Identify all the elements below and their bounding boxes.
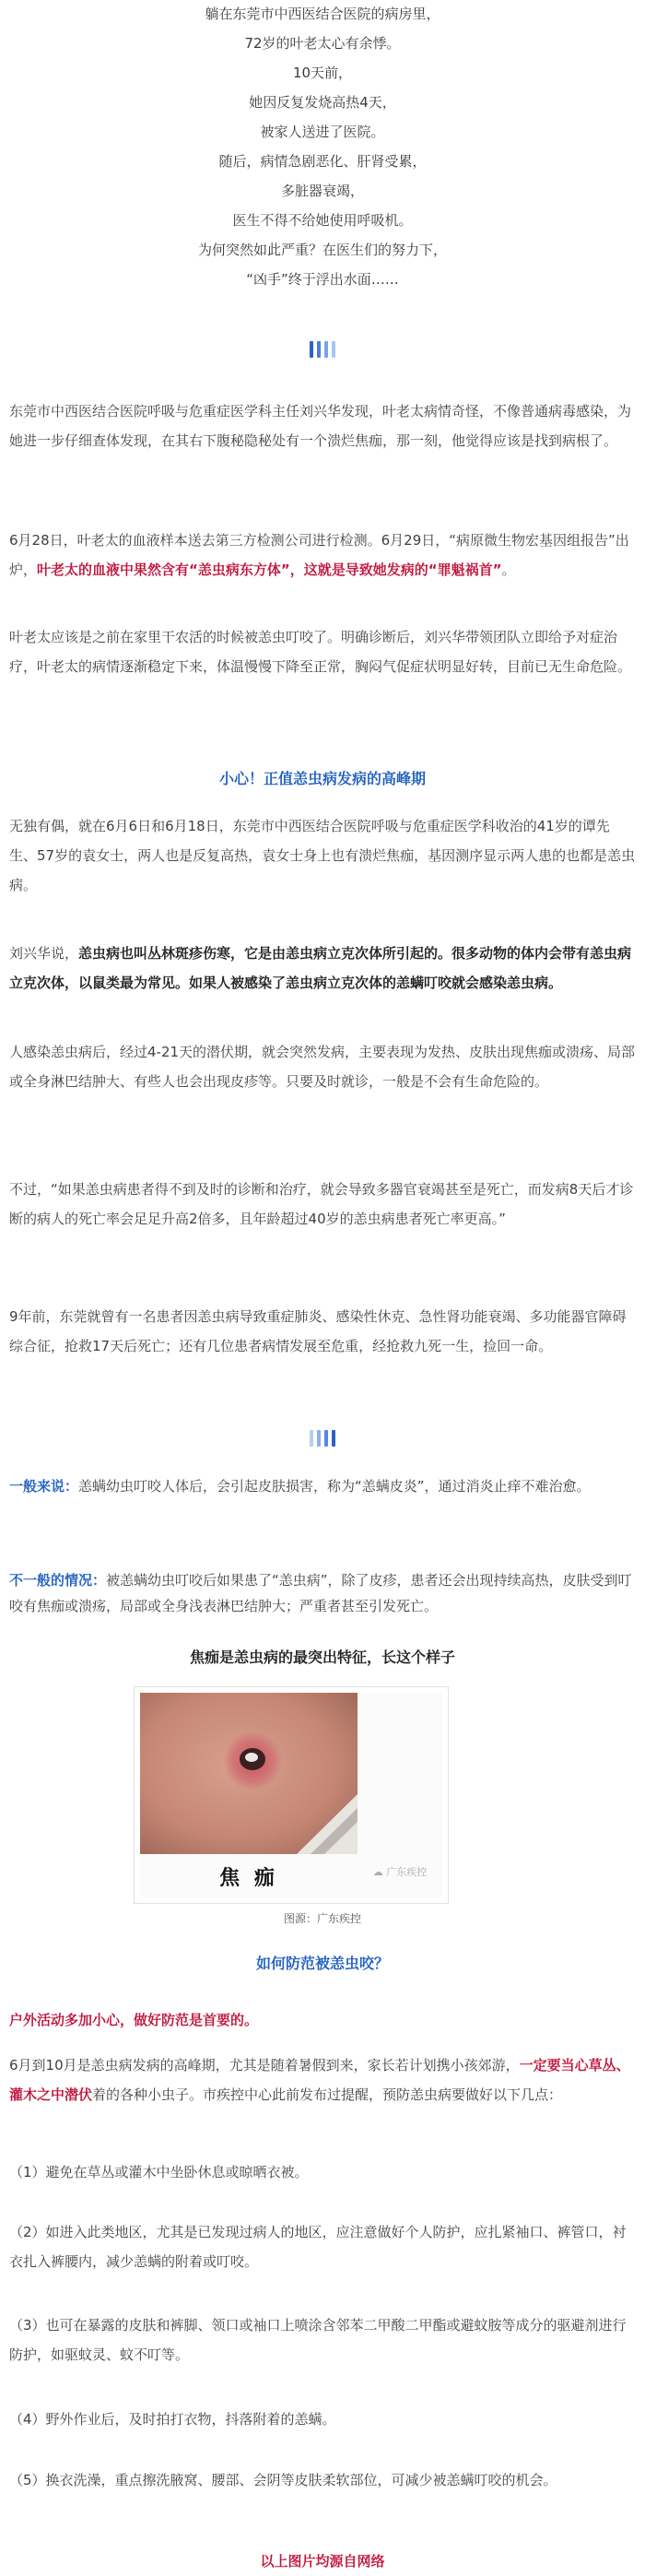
paragraph: 不过，“如果恙虫病患者得不到及时的诊断和治疗，就会导致多器官衰竭甚至是死亡，而发病8天后才诊断的病人的死亡率会足足升高2倍多，且年龄超过40岁的恙虫病患者死亡率更高。”	[9, 1181, 634, 1227]
highlight-text: 一定要当心草丛、灌木之中潜伏	[9, 2057, 630, 2103]
paragraph	[9, 2050, 636, 2109]
paragraph	[9, 2005, 636, 2035]
intro-line: 为何突然如此严重？在医生们的努力下，	[197, 242, 447, 258]
eschar-photo	[140, 1693, 442, 1897]
intro-line: 医生不得不给她使用呼吸机。	[232, 212, 413, 229]
divider-bar	[310, 1430, 313, 1447]
intro-line: 随后，病情急剧恶化、肝肾受累，	[218, 153, 427, 170]
divider-bar	[332, 1430, 335, 1447]
emphasis-text: 恙虫病也叫丛林斑疹伤寒，它是由恙虫病立克次体所引起的。很多动物的体内会带有恙虫病立克次体，以鼠类最为常见。如果人被感染了恙虫病立克次体的恙螨叮咬就会感染恙虫病。	[9, 945, 632, 991]
eschar-image	[134, 1686, 449, 1904]
intro-line: 多脏器衰竭，	[280, 183, 364, 199]
section-title: 如何防范被恙虫咬？	[255, 1955, 389, 1972]
paragraph: 人感染恙虫病后，经过4-21天的潜伏期，就会突然发病，主要表现为发热、皮肤出现焦痂或溃疡、局部或全身淋巴结肿大、有些人也会出现皮疹等。只要及时就诊，一般是不会有生命危险的。	[9, 1044, 636, 1090]
footer-note: 以上图片均源自网络	[260, 2553, 385, 2570]
paragraph: 叶老太应该是之前在家里干农活的时候被恙虫叮咬了。明确诊断后，刘兴华带领团队立即给予对症治疗，叶老太的病情逐渐稳定下来，体温慢慢下降至正常，胸闷气促症状明显好转，目前已无生命危险。	[9, 629, 632, 675]
paragraph-text: 6月28日，叶老太的血液样本送去第三方检测公司进行检测。6月29日，“病原微生物宏基因组报告”出炉，	[9, 532, 629, 578]
divider-bar	[317, 341, 321, 358]
highlight-text: 叶老太的血液中果然含有“恙虫病东方体”，这就是导致她发病的“罪魁祸首”	[37, 561, 502, 578]
tip-item: （4）野外作业后，及时拍打衣物，抖落附着的恙螨。	[9, 2411, 336, 2428]
intro-line: 10天前，	[292, 65, 353, 81]
label-text: 一般来说：	[9, 1478, 79, 1495]
section-title: 小心！正值恙虫病发病的高峰期	[218, 770, 426, 787]
paragraph: 东莞市中西医结合医院呼吸与危重症医学科主任刘兴华发现，叶老太病情奇怪，不像普通病毒感染，为她进一步仔细查体发现，在其右下腹秘隐秘处有一个溃烂焦痂，那一刻，他觉得应该是找到病根了。	[9, 403, 632, 449]
intro-line: 她因反复发烧高热4天，	[249, 94, 396, 111]
paragraph-text: 刘兴华说，	[9, 945, 79, 962]
section-title: 焦痂是恙虫病的最突出特征，长这个样子	[189, 1648, 455, 1666]
divider-bar	[324, 1430, 328, 1447]
paragraph	[9, 1567, 636, 1619]
intro-line: 被家人送进了医院。	[260, 124, 385, 140]
paragraph-text: 6月到10月是恙虫病发病的高峰期，尤其是随着暑假到来，家长若计划携小孩郊游，	[9, 2057, 520, 2074]
intro-line: 72岁的叶老太心有余悸。	[244, 35, 401, 52]
paragraph-text: 。	[501, 561, 516, 578]
watermark-icon: ☁	[372, 1866, 383, 1878]
paragraph-text: 着的各种小虫子。市疾控中心此前发布过提醒，预防恙虫病要做好以下几点：	[92, 2086, 563, 2103]
paragraph: 9年前，东莞就曾有一名患者因恙虫病导致重症肺炎、感染性休克、急性肾功能衰竭、多功能器官障碍综合征，抢救17天后死亡；还有几位患者病情发展至危重，经抢救九死一生，捡回一命。	[9, 1308, 627, 1354]
section-divider	[0, 341, 645, 360]
tip-item: （1）避免在草丛或灌木中坐卧休息或晾晒衣被。	[9, 2164, 309, 2180]
divider-bar	[310, 341, 313, 358]
paragraph	[9, 1472, 636, 1500]
section-divider	[0, 1430, 645, 1448]
paragraph-text: 被恙螨幼虫叮咬后如果患了“恙虫病”，除了皮疹，患者还会出现持续高热，皮肤受到叮咬有焦痂或溃疡，局部或全身浅表淋巴结肿大；严重者甚至引发死亡。	[9, 1572, 632, 1614]
paragraph	[9, 526, 636, 585]
tip-item: （5）换衣洗澡，重点擦洗腋窝、腰部、会阴等皮肤柔软部位，可减少被恙螨叮咬的机会。	[9, 2472, 557, 2488]
watermark	[358, 1864, 442, 1879]
intro-line: “凶手”终于浮出水面……	[246, 271, 399, 288]
paragraph: 无独有偶，就在6月6日和6月18日，东莞市中西医结合医院呼吸与危重症医学科收治的41岁的谭先生、57岁的袁女士，两人也是反复高热，袁女士身上也有溃烂焦痂，基因测序显示两人患的也都是恙虫病。	[9, 818, 636, 893]
image-caption: 图源：广东疾控	[283, 1912, 361, 1925]
highlight-text: 户外活动多加小心，做好防范是首要的。	[9, 2012, 259, 2028]
tip-item: （3）也可在暴露的皮肤和裤脚、领口或袖口上喷涂含邻苯二甲酸二甲酯或避蚊胺等成分的驱避剂进行防护，如驱蚊灵、蚊不叮等。	[9, 2317, 627, 2363]
divider-bar	[317, 1430, 321, 1447]
divider-bar	[324, 341, 328, 358]
paragraph	[9, 939, 636, 998]
divider-bar	[332, 341, 335, 358]
label-text: 不一般的情况：	[9, 1572, 107, 1589]
paragraph-text: 恙螨幼虫叮咬人体后，会引起皮肤损害，称为“恙螨皮炎”，通过消炎止痒不难治愈。	[78, 1478, 591, 1495]
figure-label: 焦 痂	[219, 1866, 278, 1890]
tip-item: （2）如进入此类地区，尤其是已发现过病人的地区，应注意做好个人防护，应扎紧袖口、裤管口，衬衣扎入裤腰内，减少恙螨的附着或叮咬。	[9, 2224, 627, 2270]
intro-line: 躺在东莞市中西医结合医院的病房里，	[205, 6, 440, 22]
watermark-text: 广东疾控	[386, 1866, 428, 1878]
